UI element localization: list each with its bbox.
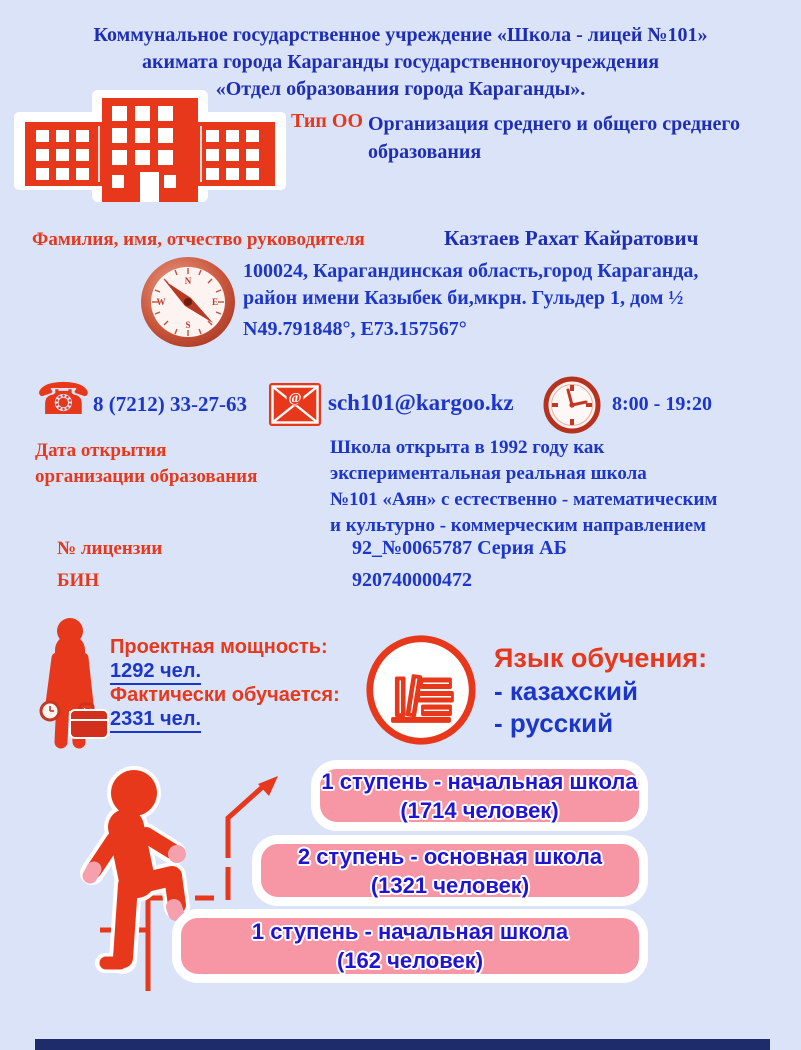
design-capacity-value: 1292 чел.	[110, 660, 201, 685]
school-building-icon	[14, 90, 286, 207]
opening-label-line-1: Дата открытия	[35, 440, 167, 461]
opening-text-line-3: №101 «Аян» с естественно - математическим	[330, 489, 718, 510]
stage-box-1	[311, 760, 648, 831]
footer-bar	[35, 1039, 770, 1050]
opening-text-line-2: экспериментальная реальная школа	[330, 463, 647, 484]
svg-text:S: S	[185, 320, 191, 330]
phone-icon: ☎	[36, 374, 91, 425]
director-label: Фамилия, имя, отчество руководителя	[32, 229, 365, 250]
opening-text-line-4: и культурно - коммерческим направлением	[330, 515, 707, 536]
actual-enrollment-label: Фактически обучается:	[110, 684, 340, 706]
opening-label-line-2: организации образования	[35, 466, 258, 487]
language-item-russian: - русский	[494, 708, 614, 738]
email-icon	[268, 382, 322, 432]
stage-box-3	[172, 909, 648, 983]
svg-text:W: W	[156, 297, 166, 307]
phone-number: 8 (7212) 33-27-63	[93, 392, 247, 416]
stage-box-2	[252, 835, 648, 906]
svg-text:N: N	[184, 276, 192, 286]
coordinates: N49.791848°, E73.157567°	[243, 318, 467, 340]
opening-label	[35, 438, 257, 490]
actual-enrollment-value: 2331 чел.	[110, 708, 201, 733]
license-value: 92_№0065787 Серия АБ	[352, 537, 567, 559]
language-label: Язык обучения:	[494, 643, 708, 673]
director-name: Казтаев Рахат Кайратович	[444, 226, 699, 250]
svg-text:E: E	[211, 297, 219, 307]
bin-value: 920740000472	[352, 569, 472, 591]
design-capacity-label: Проектная мощность:	[110, 636, 328, 658]
title-line-1: Коммунальное государственное учреждение «Школа - лицей №101»	[93, 24, 708, 46]
clock-icon	[543, 376, 601, 439]
title-line-3: «Отдел образования города Караганды».	[215, 78, 586, 100]
type-value-line-1: Организация среднего и общего среднего	[368, 113, 741, 135]
books-icon	[364, 633, 478, 752]
title-line-2: акимата города Караганды государственногоучреждения	[141, 51, 660, 73]
opening-text-line-1: Школа открыта в 1992 году как	[330, 437, 605, 458]
address-block	[243, 258, 698, 343]
address-line-2: район имени Казыбек би,мкрн. Гульдер 1, дом ½	[243, 287, 684, 309]
stage-2-line-2: (1321 человек)	[370, 872, 530, 898]
stage-1-line-2: (1714 человек)	[400, 797, 559, 823]
stage-3-line-1: 1 ступень - начальная школа	[251, 919, 569, 944]
bin-label: БИН	[57, 570, 100, 591]
address-line-1: 100024, Карагандинская область,город Караганда,	[243, 260, 699, 282]
stage-1-line-1: 1 ступень - начальная школа	[321, 768, 638, 794]
person-with-briefcase-icon	[30, 616, 112, 755]
stage-3-line-2: (162 человек)	[336, 948, 484, 973]
license-label: № лицензии	[57, 538, 163, 559]
language-item-kazakh: - казахский	[494, 676, 638, 706]
opening-text	[330, 435, 717, 539]
svg-text:@: @	[288, 391, 302, 406]
email-address: sch101@kargoo.kz	[328, 390, 514, 415]
compass-icon	[138, 254, 238, 356]
type-value	[368, 110, 740, 166]
working-hours: 8:00 - 19:20	[612, 393, 712, 415]
type-value-line-2: образования	[368, 141, 482, 163]
stage-2-line-1: 2 ступень - основная школа	[297, 843, 603, 869]
type-label: Тип ОО	[291, 110, 364, 132]
